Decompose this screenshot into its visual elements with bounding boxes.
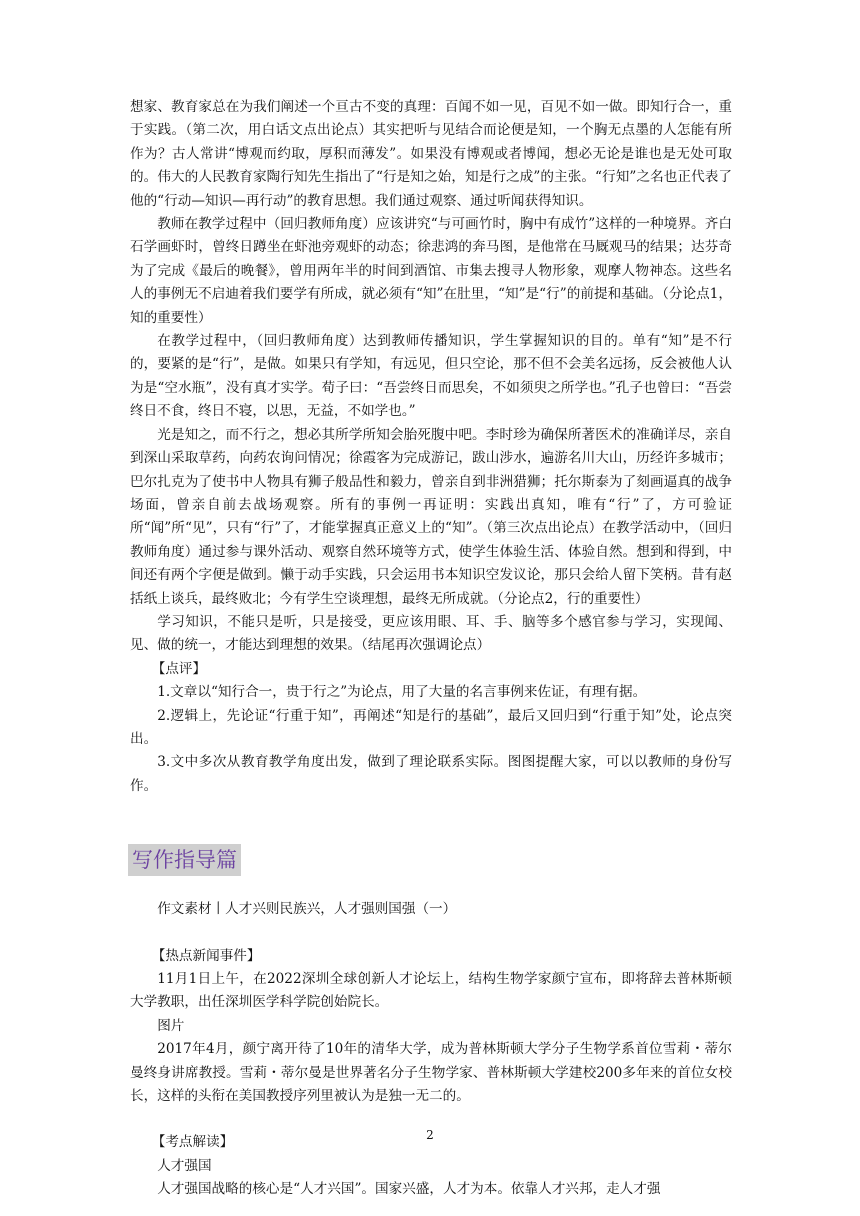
news-paragraph-1: 11月1日上午，在2022深圳全球创新人才论坛上，结构生物学家颜宁宣布，即将辞去普林斯顿大学教职，出任深圳医学科学院创始院长。 [130, 971, 732, 1011]
paragraph-5: 学习知识，不能只是听，只是接受，更应该用眼、耳、手、脑等多个感官参与学习，实现闻、见、做的统一，才能达到理想的效果。（结尾再次强调论点） [130, 613, 732, 654]
analysis-label: 【考点解读】 [151, 1134, 234, 1151]
paragraph-4: 光是知之，而不行之，想必其所学所知会胎死腹中吧。李时珍为确保所著医术的准确详尽，亲自到深山采取草药，向药农询问情况；徐霞客为完成游记，跋山涉水，遍游名川大山，历经许多城市；巴尔扎克为了使书中人物具有狮子般品性和毅力，曾亲自到非洲猎狮；托尔斯泰为了刻画逼真的战争场面，曾亲自前去战场观察。所有的事例一再证明：实践出真知，唯有“行”了，方可验证所“闻”所“见”，只有“行”了，才能掌握真正意义上的“知”。（第三次点出论点）在教学活动中，（回归教师角度）通过参与课外活动、观察自然环境等方式，使学生体验生活、体验自然。想到和得到，中间还有两个字便是做到。懒于动手实践，只会运用书本知识空发议论，那只会给人留下笑柄。昔有赵括纸上谈兵，最终败北；今有学生空谈理想，最终无所成就。（分论点2，行的重要性） [130, 426, 732, 607]
page-content [130, 96, 732, 1202]
news-label: 【热点新闻事件】 [151, 947, 261, 964]
news-paragraph-2: 2017年4月，颜宁离开待了10年的清华大学，成为普林斯顿大学分子生物学系首位雪莉・蒂尔曼终身讲席教授。雪莉・蒂尔曼是世界著名分子生物学家、普林斯顿大学建校200多年来的首位女校长，这样的头衔在美国教授序列里被认为是独一无二的。 [130, 1041, 732, 1105]
comment-item-3: 3.文中多次从教育教学角度出发，做到了理论联系实际。图图提醒大家，可以以教师的身份写作。 [130, 754, 732, 794]
paragraph-2: 教师在教学过程中（回归教师角度）应该讲究“与可画竹时，胸中有成竹”这样的一种境界。齐白石学画虾时，曾终日蹲坐在虾池旁观虾的动态；徐悲鸿的奔马图，是他常在马厩观马的结果；达芬奇为了完成《最后的晚餐》，曾用两年半的时间到酒馆、市集去搜寻人物形象，观摩人物神态。这些名人的事例无不启迪着我们要学有所成，就必须有“知”在肚里，“知”是“行”的前提和基础。（分论点1，知的重要性） [130, 216, 732, 326]
section-heading: 写作指导篇 [128, 844, 241, 876]
material-title: 作文素材丨人才兴则民族兴，人才强则国强（一） [157, 901, 457, 918]
page-number: 2 [426, 1128, 434, 1142]
paragraph-1: 想家、教育家总在为我们阐述一个亘古不变的真理：百闻不如一见，百见不如一做。即知行合一，重于实践。（第二次，用白话文点出论点）其实把听与见结合而论便是知，一个胸无点墨的人怎能有所作为？古人常讲“博观而约取，厚积而薄发”。如果没有博观或者博闻，想必无论是谁也是无处可取的。伟大的人民教育家陶行知先生指出了“行是知之始，知是行之成”的主张。“行知”之名也正代表了他的“行动—知识—再行动”的教育思想。我们通过观察、通过听闻获得知识。 [130, 99, 732, 209]
image-placeholder: 图片 [157, 1017, 185, 1034]
paragraph-3: 在教学过程中，（回归教师角度）达到教师传播知识，学生掌握知识的目的。单有“知”是不行的，要紧的是“行”，是做。如果只有学知，有远见，但只空论，那不但不会美名远扬，反会被他人认为是“空水瓶”，没有真才实学。荀子曰：“吾尝终日而思矣，不如须臾之所学也。”孔子也曾曰：“吾尝终日不食，终日不寝，以思，无益，不如学也。” [130, 333, 732, 420]
comment-item-1: 1.文章以“知行合一，贵于行之”为论点，用了大量的名言事例来佐证，有理有据。 [157, 684, 647, 701]
comment-item-2: 2.逻辑上，先论证“行重于知”，再阐述“知是行的基础”，最后又回归到“行重于知”处，论点突出。 [130, 707, 732, 747]
comment-label: 【点评】 [151, 660, 207, 677]
analysis-subtitle: 人才强国 [157, 1157, 212, 1174]
analysis-paragraph-1: 人才强国战略的核心是“人才兴国”。国家兴盛，人才为本。依靠人才兴邦，走人才强 [157, 1181, 661, 1198]
